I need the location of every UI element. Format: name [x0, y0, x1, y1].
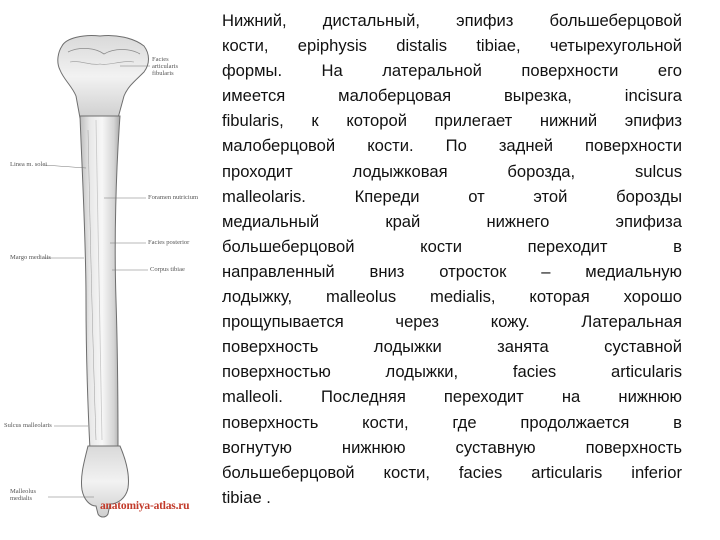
text-line: медиальный край нижнего эпифиза: [222, 211, 682, 231]
label-corpus-tibiae: Corpus tibiae: [150, 266, 185, 273]
label-line: medialis: [10, 495, 33, 502]
text-line: Нижний, дистальный, эпифиз большеберцовой: [222, 11, 682, 30]
text-line: кости, epiphysis distalis tibiae, четырехугольной: [222, 36, 682, 56]
tibia-proximal-head: [58, 35, 149, 118]
text-line: вогнутую нижнюю суставную поверхность: [222, 437, 682, 457]
text-line: malleolaris. Кпереди от этой борозды: [222, 186, 682, 206]
text-line: большеберцовой кости переходит в: [222, 236, 682, 256]
text-line: tibiae .: [222, 487, 271, 507]
text-line: большеберцовой кости, facies articularis inferior: [222, 462, 682, 482]
text-line: поверхностью лодыжки, facies articularis: [222, 362, 682, 382]
label-malleolus-medialis: [10, 488, 36, 502]
text-line: fibularis, к которой прилегает нижний эпифиз: [222, 111, 682, 131]
tibia-illustration: [0, 0, 212, 540]
watermark: anatomiya-atlas.ru: [100, 500, 190, 512]
label-foramen-nutricium: Foramen nutricium: [148, 194, 199, 201]
label-sulcus-malleolaris: Sulcus malleolaris: [4, 422, 52, 429]
label-facies-articularis-fibularis: [152, 56, 178, 77]
text-line: малоберцовой кости. По задней поверхности: [222, 136, 682, 156]
label-margo-medialis: Margo medialis: [10, 254, 51, 261]
text-line: поверхность кости, где продолжается в: [222, 412, 682, 432]
label-line: articularis: [152, 63, 178, 70]
text-line: malleoli. Последняя переходит на нижнюю: [222, 387, 682, 407]
text-line: формы. На латеральной поверхности его: [222, 61, 682, 81]
description-text: [222, 8, 682, 510]
label-line: Facies: [152, 56, 169, 63]
text-line: прощупывается через кожу. Латеральная: [222, 312, 682, 332]
text-line: имеется малоберцовая вырезка, incisura: [222, 86, 682, 106]
text-line: направленный вниз отросток – медиальную: [222, 261, 682, 281]
label-line: Malleolus: [10, 488, 36, 495]
text-line: лодыжку, malleolus medialis, которая хорошо: [222, 287, 682, 307]
label-linea-m-solei: Linea m. solei: [10, 161, 48, 168]
label-line: fibularis: [152, 70, 174, 77]
tibia-shaft: [80, 116, 120, 450]
label-facies-posterior: Facies posterior: [148, 239, 190, 246]
text-line: поверхность лодыжки занята суставной: [222, 337, 682, 357]
text-line: проходит лодыжковая борозда, sulcus: [222, 161, 682, 181]
